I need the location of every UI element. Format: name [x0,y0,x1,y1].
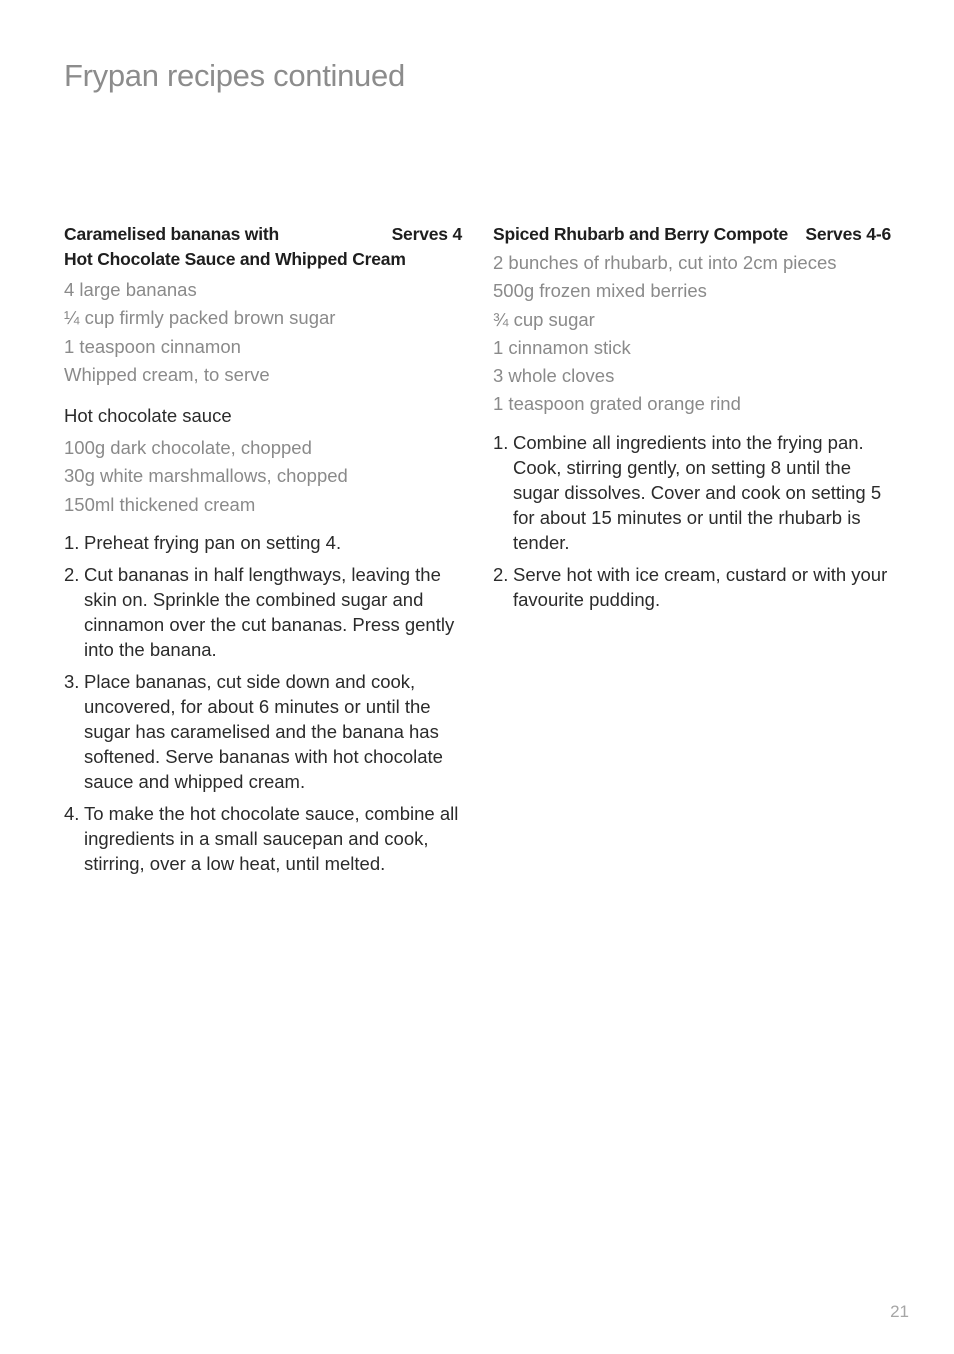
serves-label: Serves 4 [391,224,462,244]
ingredient-item: 4 large bananas [64,279,197,300]
step-number: 1. [493,431,509,453]
ingredient-item: 2 bunches of rhubarb, cut into 2cm pieces [493,252,837,273]
serves-label: Serves 4-6 [805,224,891,244]
method-step [64,801,462,876]
step-number: 3. [64,671,80,693]
step-text: Serve hot with ice cream, custard or with your favourite pudding. [513,563,888,610]
method-step [64,530,462,555]
page-title: Frypan recipes continued [64,58,405,93]
step-number: 2. [493,563,509,585]
recipe-heading [64,222,462,247]
ingredient-item: 1 teaspoon cinnamon [64,335,241,357]
ingredient-list [493,249,891,419]
recipe-caramelised-bananas [64,222,462,883]
ingredient-item: 1 teaspoon grated orange rind [493,393,741,415]
method-steps [493,430,891,612]
method-step [64,562,462,662]
ingredient-item: 500g frozen mixed berries [493,280,707,302]
ingredient-item: Whipped cream, to serve [64,363,270,385]
recipe-title-line2: Hot Chocolate Sauce and Whipped Cream [64,249,406,269]
recipe-title-line1: Caramelised bananas with [64,224,280,244]
ingredient-item: ¾ cup sugar [493,308,595,330]
ingredient-item: 30g white marshmallows, chopped [64,465,348,487]
step-text: Place bananas, cut side down and cook, uncovered, for about 6 minutes or until the sugar has caramelised and the banana has softened. Serve bananas with hot chocolate sauce and whipped cream. [84,671,443,793]
sauce-subheading: Hot chocolate sauce [64,405,232,427]
recipe-heading [493,222,891,247]
recipe-spiced-rhubarb-compote [493,222,891,619]
step-number: 2. [64,564,80,586]
ingredient-item: 100g dark chocolate, chopped [64,437,312,459]
method-step [493,430,891,555]
recipe-title: Spiced Rhubarb and Berry Compote [493,224,789,244]
step-number: 1. [64,532,80,554]
sauce-ingredient-list [64,434,462,519]
page-number: 21 [890,1302,909,1321]
ingredient-item: 1 cinnamon stick [493,336,631,358]
step-text: Combine all ingredients into the frying pan. Cook, stirring gently, on setting 8 until the sugar dissolves. Cover and cook on setting 5 for about 15 minutes or until the rhubarb is tender. [513,431,882,553]
method-step [64,669,462,794]
step-text: Preheat frying pan on setting 4. [84,532,342,554]
step-number: 4. [64,803,80,825]
ingredient-list [64,276,462,389]
step-text: To make the hot chocolate sauce, combine all ingredients in a small saucepan and cook, stirring, over a low heat, until melted. [84,803,459,875]
ingredient-item: ¼ cup firmly packed brown sugar [64,307,336,329]
ingredient-item: 3 whole cloves [493,365,615,387]
step-text: Cut bananas in half lengthways, leaving the skin on. Sprinkle the combined sugar and cinnamon over the cut bananas. Press gently into the banana. [84,564,455,661]
method-steps [64,530,462,876]
ingredient-item: 150ml thickened cream [64,493,256,515]
method-step [493,562,891,612]
